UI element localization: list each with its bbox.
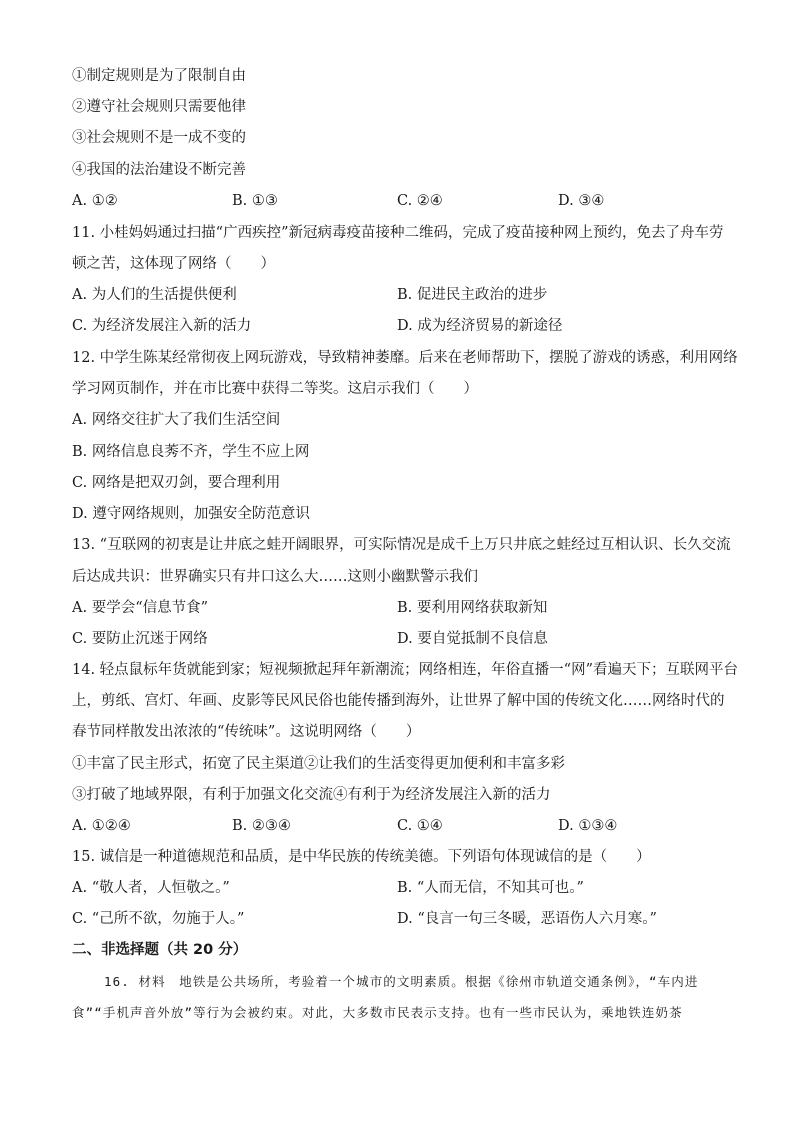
q14-option-c: C. ①④ xyxy=(397,818,443,834)
q12-option-d: D. 遵守网络规则，加强安全防范意识 xyxy=(72,506,310,522)
q11-option-b: B. 促进民主政治的进步 xyxy=(397,287,548,303)
q16-material-line-2: 食”“手机声音外放”等行为会被约束。对此，大多数市民表示支持。也有一些市民认为，乘地铁连奶茶 xyxy=(72,1005,683,1020)
q15-option-a: A. “敬人者，人恒敬之。” xyxy=(72,880,230,896)
q12-stem-line-2: 学习网页制作，并在市比赛中获得二等奖。这启示我们（ ） xyxy=(72,381,478,397)
q10-item-3: ③社会规则不是一成不变的 xyxy=(72,130,246,146)
q14-item-line-2: ③打破了地域界限，有利于加强文化交流④有利于为经济发展注入新的活力 xyxy=(72,787,551,803)
q13-option-d: D. 要自觉抵制不良信息 xyxy=(397,631,548,647)
q12-option-a: A. 网络交往扩大了我们生活空间 xyxy=(72,412,281,428)
q14-stem-line-1: 14. 轻点鼠标年货就能到家；短视频掀起拜年新潮流；网络相连，年俗直播一“网”看遍天下；互联网平台 xyxy=(72,662,738,678)
q16-material-line-1: 16. 材料 地铁是公共场所，考验着一个城市的文明素质。根据《徐州市轨道交通条例》，“车内进 xyxy=(104,974,699,989)
q13-option-a: A. 要学会“信息节食” xyxy=(72,600,209,616)
q13-option-b: B. 要利用网络获取新知 xyxy=(397,600,548,616)
q14-item-line-1: ①丰富了民主形式，拓宽了民主渠道②让我们的生活变得更加便利和丰富多彩 xyxy=(72,756,565,772)
q13-option-c: C. 要防止沉迷于网络 xyxy=(72,631,208,647)
q15-option-c: C. “己所不欲，勿施于人。” xyxy=(72,911,245,927)
q11-option-d: D. 成为经济贸易的新途径 xyxy=(397,318,563,334)
q14-stem-line-2: 上，剪纸、宫灯、年画、皮影等民风民俗也能传播到海外，让世界了解中国的传统文化……网络时代的 xyxy=(72,693,725,709)
q13-stem-line-2: 后达成共识：世界确实只有井口这么大……这则小幽默警示我们 xyxy=(72,569,478,585)
q10-item-4: ④我国的法治建设不断完善 xyxy=(72,162,246,178)
q13-stem-line-1: 13. “互联网的初衷是让井底之蛙开阔眼界，可实际情况是成千上万只井底之蛙经过互相认识、长久交流 xyxy=(72,537,731,553)
q14-option-a: A. ①②④ xyxy=(72,818,131,834)
q12-option-c: C. 网络是把双刃剑，要合理利用 xyxy=(72,475,281,491)
section-heading: 二、非选择题（共 20 分） xyxy=(72,942,248,958)
q15-option-d: D. “良言一句三冬暖，恶语伤人六月寒。” xyxy=(397,911,657,927)
q10-option-d: D. ③④ xyxy=(558,193,605,209)
q14-option-b: B. ②③④ xyxy=(232,818,291,834)
q14-stem-line-3: 春节同样散发出浓浓的“传统味”。这说明网络（ ） xyxy=(72,724,421,740)
q10-option-c: C. ②④ xyxy=(397,193,443,209)
q11-option-c: C. 为经济发展注入新的活力 xyxy=(72,318,252,334)
q10-item-2: ②遵守社会规则只需要他律 xyxy=(72,99,246,115)
q11-stem-line-2: 顿之苦，这体现了网络（ ） xyxy=(72,256,275,272)
q15-option-b: B. “人而无信，不知其可也。” xyxy=(397,880,584,896)
q12-stem-line-1: 12. 中学生陈某经常彻夜上网玩游戏，导致精神萎靡。后来在老师帮助下，摆脱了游戏的诱惑，利用网络 xyxy=(72,350,738,366)
q10-option-a: A. ①② xyxy=(72,193,118,209)
q11-option-a: A. 为人们的生活提供便利 xyxy=(72,287,237,303)
q15-stem-line-1: 15. 诚信是一种道德规范和品质，是中华民族的传统美德。下列语句体现诚信的是（ ） xyxy=(72,849,651,865)
q11-stem-line-1: 11. 小桂妈妈通过扫描“广西疾控”新冠病毒疫苗接种二维码，完成了疫苗接种网上预约，免去了舟车劳 xyxy=(72,225,724,241)
q10-option-b: B. ①③ xyxy=(232,193,278,209)
q14-option-d: D. ①③④ xyxy=(558,818,618,834)
q10-item-1: ①制定规则是为了限制自由 xyxy=(72,68,246,84)
q12-option-b: B. 网络信息良莠不齐，学生不应上网 xyxy=(72,444,310,460)
